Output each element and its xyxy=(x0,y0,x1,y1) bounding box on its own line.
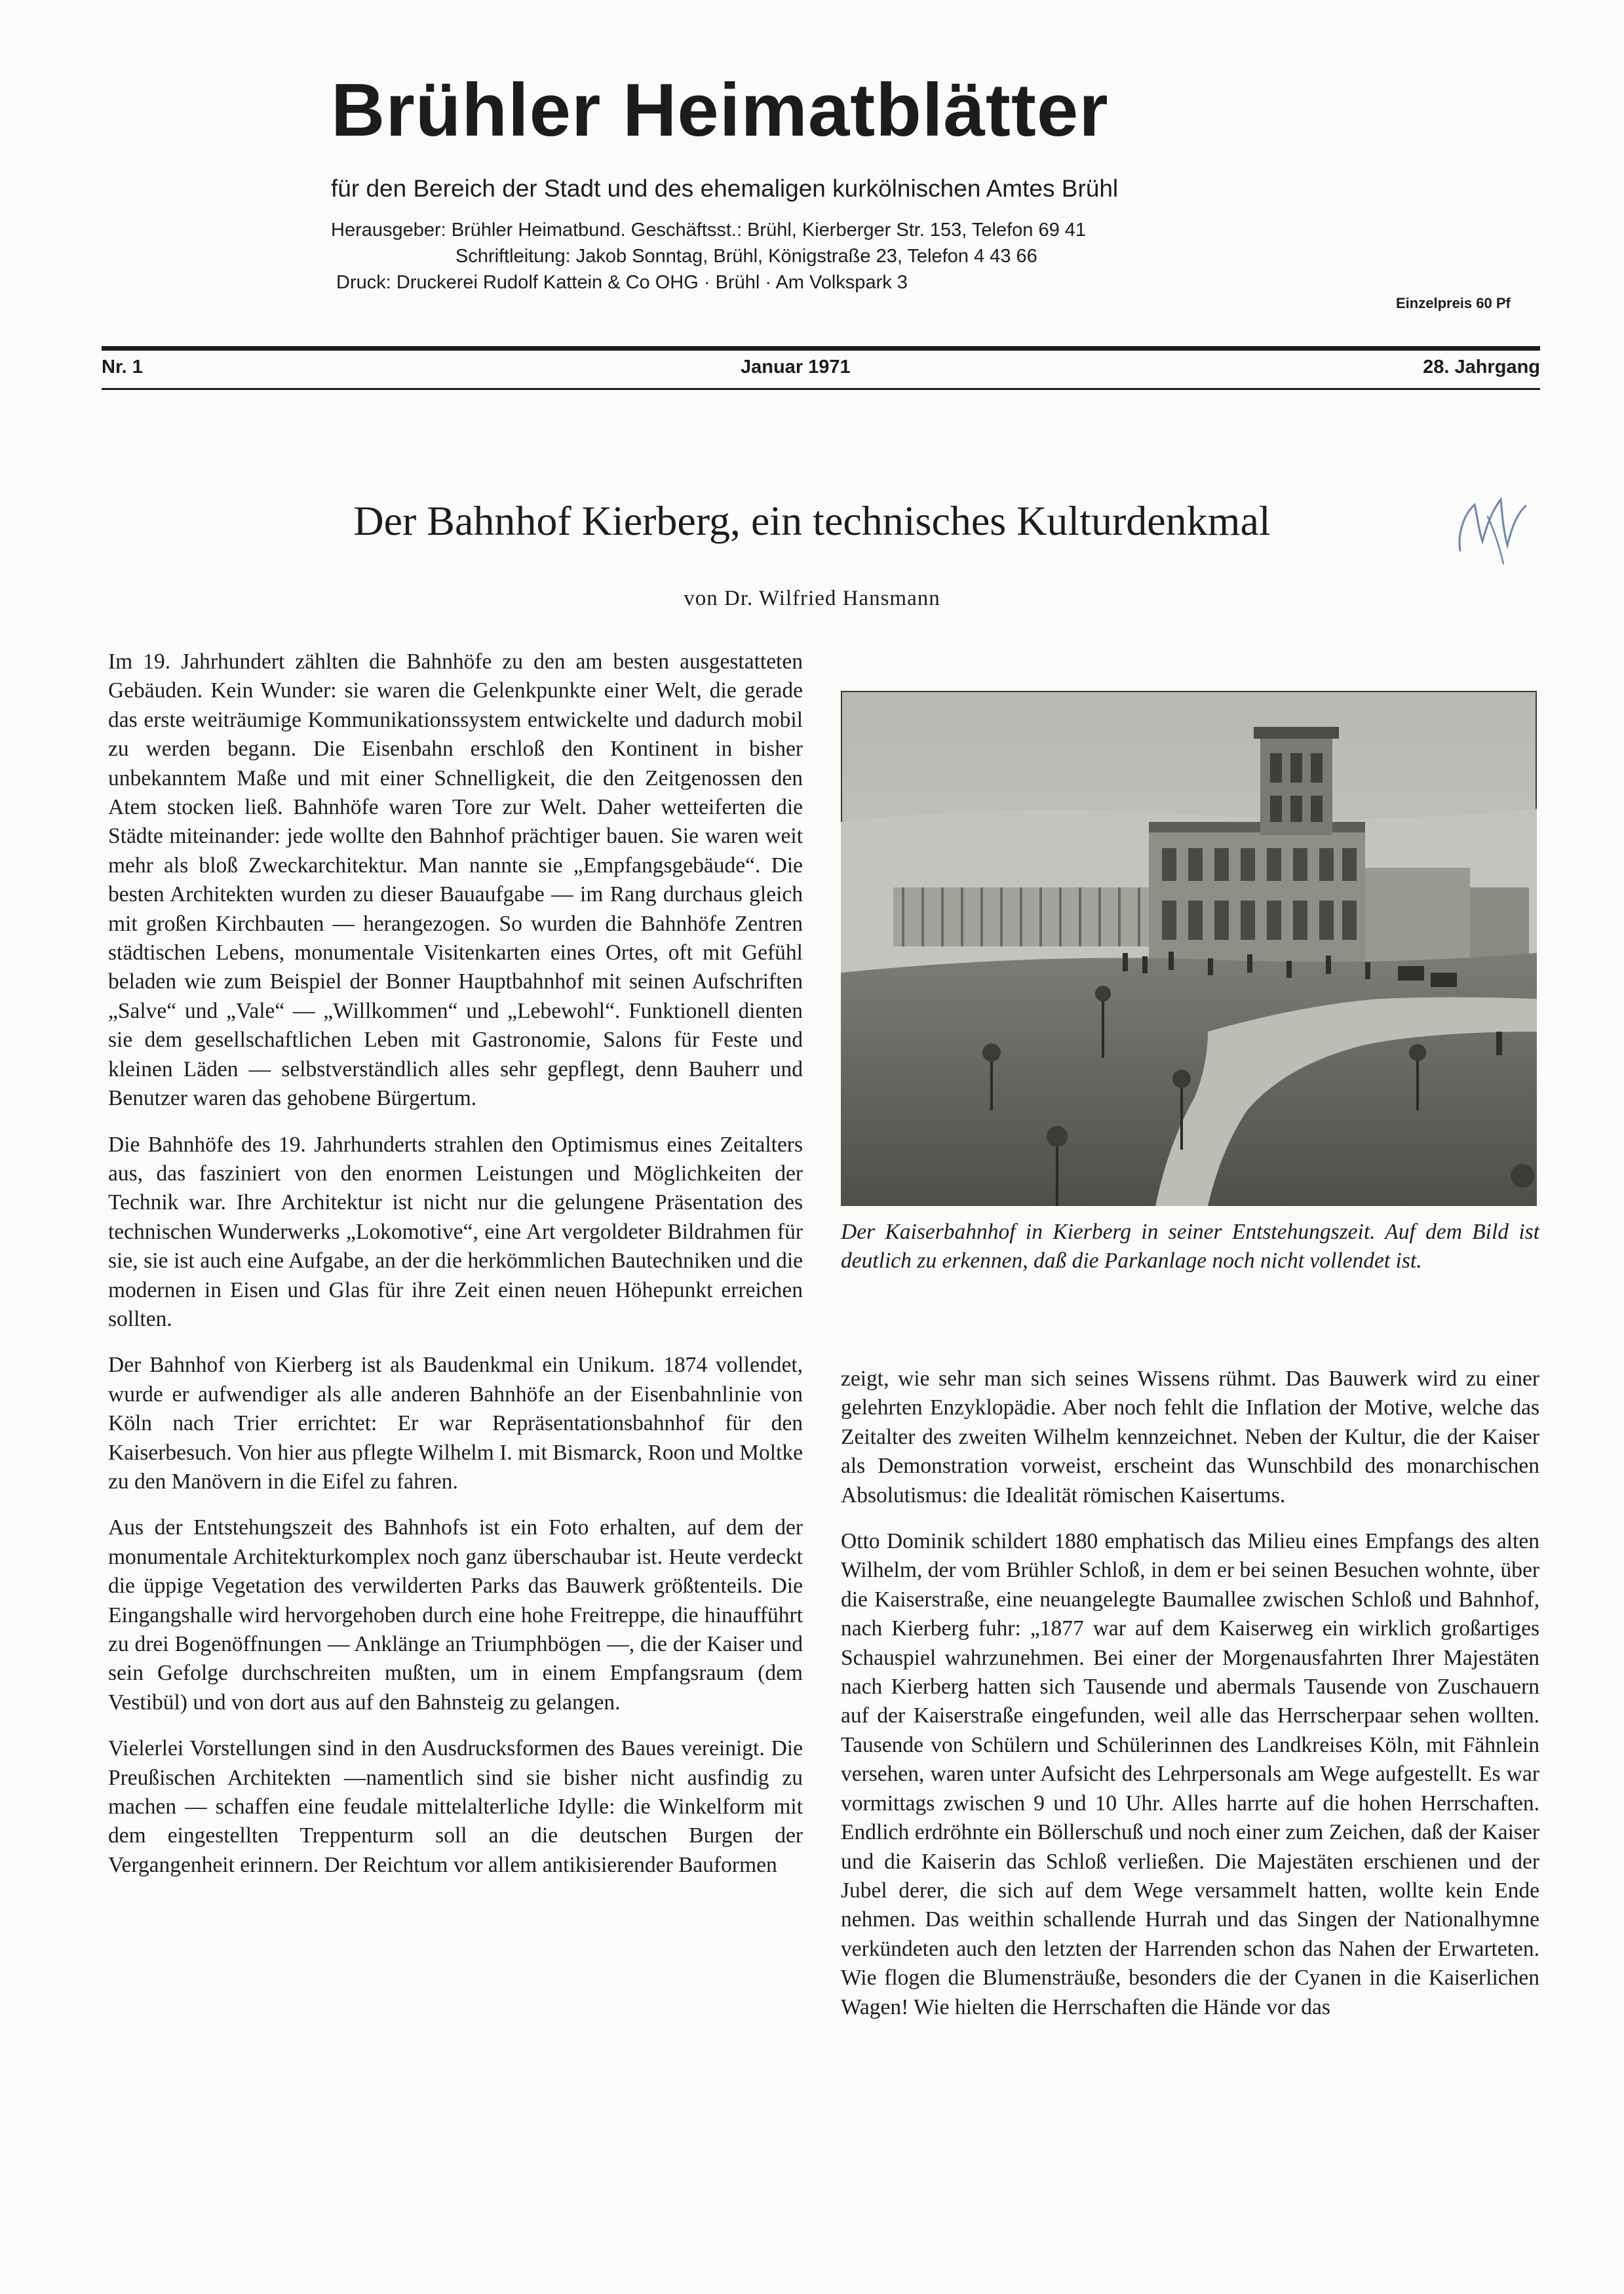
photo-caption: Der Kaiserbahnhof in Kierberg in seiner Entstehungszeit. Auf dem Bild ist deutlich zu erkennen, daß die Parkanlage noch nicht vollendet ist. xyxy=(841,1220,1539,1273)
top-rule xyxy=(102,346,1540,351)
article-byline: von Dr. Wilfried Hansmann xyxy=(684,587,940,610)
masthead-info xyxy=(331,217,1445,296)
paragraph: zeigt, wie sehr man sich seines Wissens rühmt. Das Bauwerk wird zu einer gelehrten Enzyklopädie. Aber noch fehlt die Inflation der Motive, welche das Zeitalter des zweiten Wilhelm kennzeichnet. Neben der Kultur, die der Kaiser als Demonstration vorweist, erscheint das Wunschbild des monarchischen Absolutismus: die Idealität römischen Kaisertums. xyxy=(841,1367,1539,1507)
publisher-line: Herausgeber: Brühler Heimatbund. Geschäftsst.: Brühl, Kierberger Str. 153, Telefon 69 41 xyxy=(331,219,1087,241)
handwritten-initial-mark xyxy=(1448,490,1534,575)
paragraph: Aus der Entstehungszeit des Bahnhofs ist ein Foto erhalten, auf dem der monumentale Architekturkomplex noch ganz überschaubar ist. Heute verdeckt die üppige Vegetation des verwilderten Parks das Bauwerk größtenteils. Die Eingangshalle wird hervorgehoben durch eine hohe Freitreppe, die hinaufführt zu drei Bogenöffnungen — Anklänge an Triumphbögen —, die der Kaiser und sein Gefolge durchschreiten mußten, um in einem Empfangsraum (dem Vestibül) und von dort aus auf den Bahnsteig zu gelangen. xyxy=(108,1515,803,1715)
issue-volume: 28. Jahrgang xyxy=(1423,357,1540,378)
issue-number: Nr. 1 xyxy=(102,357,143,378)
single-price: Einzelpreis 60 Pf xyxy=(1396,295,1511,311)
editor-line: Schriftleitung: Jakob Sonntag, Brühl, Königstraße 23, Telefon 4 43 66 xyxy=(455,245,1037,267)
paragraph: Der Bahnhof von Kierberg ist als Baudenkmal ein Unikum. 1874 vollendet, wurde er aufwendiger als alle anderen Bahnhöfe an der Eisenbahnlinie von Köln nach Trier errichtet: Er war Repräsentationsbahnhof für den Kaiserbesuch. Von hier aus pflegte Wilhelm I. mit Bismarck, Roon und Moltke zu den Manövern in die Eifel zu fahren. xyxy=(108,1353,803,1494)
masthead xyxy=(331,69,1445,296)
article-headline: Der Bahnhof Kierberg, ein technisches Kulturdenkmal xyxy=(353,497,1271,544)
paragraph: Otto Dominik schildert 1880 emphatisch das Milieu eines Empfangs des alten Wilhelm, der vom Brühler Schloß, in dem er bei seinen Besuchen wohnte, über die Kaiserstraße, eine neuangelegte Baumallee zwischen Schloß und Bahnhof, nach Kierberg fuhr: „1877 war auf dem Kaiserweg ein wirklich großartiges Schauspiel wahrzunehmen. Bei einer der Morgenausfahrten Ihrer Majestäten nach Kierberg hatten sich Tausende und abermals Tausende von Zuschauern auf der Kaiserstraße eingefunden, weil alle das Herrscherpaar sehen wollten. Tausende von Schülern und Schülerinnen des Landkreises Köln, mit Fähnlein versehen, waren unter Aufsicht des Lehrpersonals am Wege aufgestellt. Es war vormittags zwischen 9 und 10 Uhr. Alles harrte auf die hohen Herrschaften. Endlich erdröhnte ein Böllerschuß und noch einer zum Zeichen, daß der Kaiser und die Kaiserin das Schloß verließen. Die Majestäten erschienen und der Jubel derer, die sich auf dem Wege versammelt hatten, wollte kein Ende nehmen. Das weithin schallende Hurrah und das Singen der Nationalhymne verkündeten auch den letzten der Harrenden schon das Nahen der Erwarteten. Wie flogen die Blumensträuße, besonders die der Cyanen in die Kaiserlichen Wagen! Wie hielten die Herrschaften die Hände vor das xyxy=(841,1529,1539,2019)
station-photo xyxy=(841,691,1537,1206)
paragraph: Die Bahnhöfe des 19. Jahrhunderts strahlen den Optimismus eines Zeitalters aus, das fasziniert von den enormen Leistungen und Möglichkeiten der Technik war. Ihre Architektur ist nicht nur die gelungene Präsentation des technischen Wunderwerks „Lokomotive“, eine Art vergoldeter Bildrahmen für sie, sie ist auch eine Aufgabe, an der die herkömmlichen Bautechniken und die modernen in Eisen und Glas für ihre Zeit einen neuen Höhepunkt erreichen sollten. xyxy=(108,1132,803,1331)
issue-date: Januar 1971 xyxy=(741,357,851,378)
paragraph: Im 19. Jahrhundert zählten die Bahnhöfe zu den am besten ausgestatteten Gebäuden. Kein Wunder: sie waren die Gelenkpunkte einer Welt, die gerade das erste weiträumige Kommunikationssystem entwickelte und dadurch mobil zu werden begann. Die Eisenbahn erschloß den Kontinent in bisher unbekanntem Maße und mit einer Schnelligkeit, die den Zeitgenossen den Atem stocken ließ. Bahnhöfe waren Tore zur Welt. Daher wetteiferten die Städte miteinander: jede wollte den Bahnhof prächtiger bauen. Sie waren weit mehr als bloß Zweckarchitektur. Man nannte sie „Empfangsgebäude“. Die besten Architekten wurden zu dieser Bauaufgabe — im Rang durchaus gleich mit großen Kirchbauten — herangezogen. So wurden die Bahnhöfe Zentren städtischen Lebens, monumentale Visitenkarten eines Ortes, oft mit Gefühl beladen wie zum Beispiel der Bonner Hauptbahnhof mit seinen Aufschriften „Salve“ und „Vale“ — „Willkommen“ und „Lebewohl“. Funktionell dienten sie dem gesellschaftlichen Leben mit Gastronomie, Salons für Feste und kleinen Läden — selbstverständlich alles sehr gepflegt, denn Bauherr und Benutzer waren das gehobene Bürgertum. xyxy=(108,650,803,1111)
article-column-right xyxy=(841,1365,1539,2039)
article-column-left xyxy=(108,648,803,1897)
newspaper-title: Brühler Heimatblätter xyxy=(331,69,1109,152)
issue-bar xyxy=(102,357,1540,383)
bottom-rule xyxy=(102,388,1540,390)
newspaper-subtitle: für den Bereich der Stadt und des ehemaligen kurkölnischen Amtes Brühl xyxy=(331,175,1119,202)
printer-line: Druck: Druckerei Rudolf Kattein & Co OHG · Brühl · Am Volkspark 3 xyxy=(336,271,908,293)
paragraph: Vielerlei Vorstellungen sind in den Ausdrucksformen des Baues vereinigt. Die Preußischen Architekten —namentlich sind sie bisher nicht ausfindig zu machen — schaffen eine feudale mittelalterliche Idylle: die Winkelform mit dem eingestellten Treppenturm soll an die deutschen Burgen der Vergangenheit erinnern. Der Reichtum vor allem antikisierender Bauformen xyxy=(108,1736,803,1877)
